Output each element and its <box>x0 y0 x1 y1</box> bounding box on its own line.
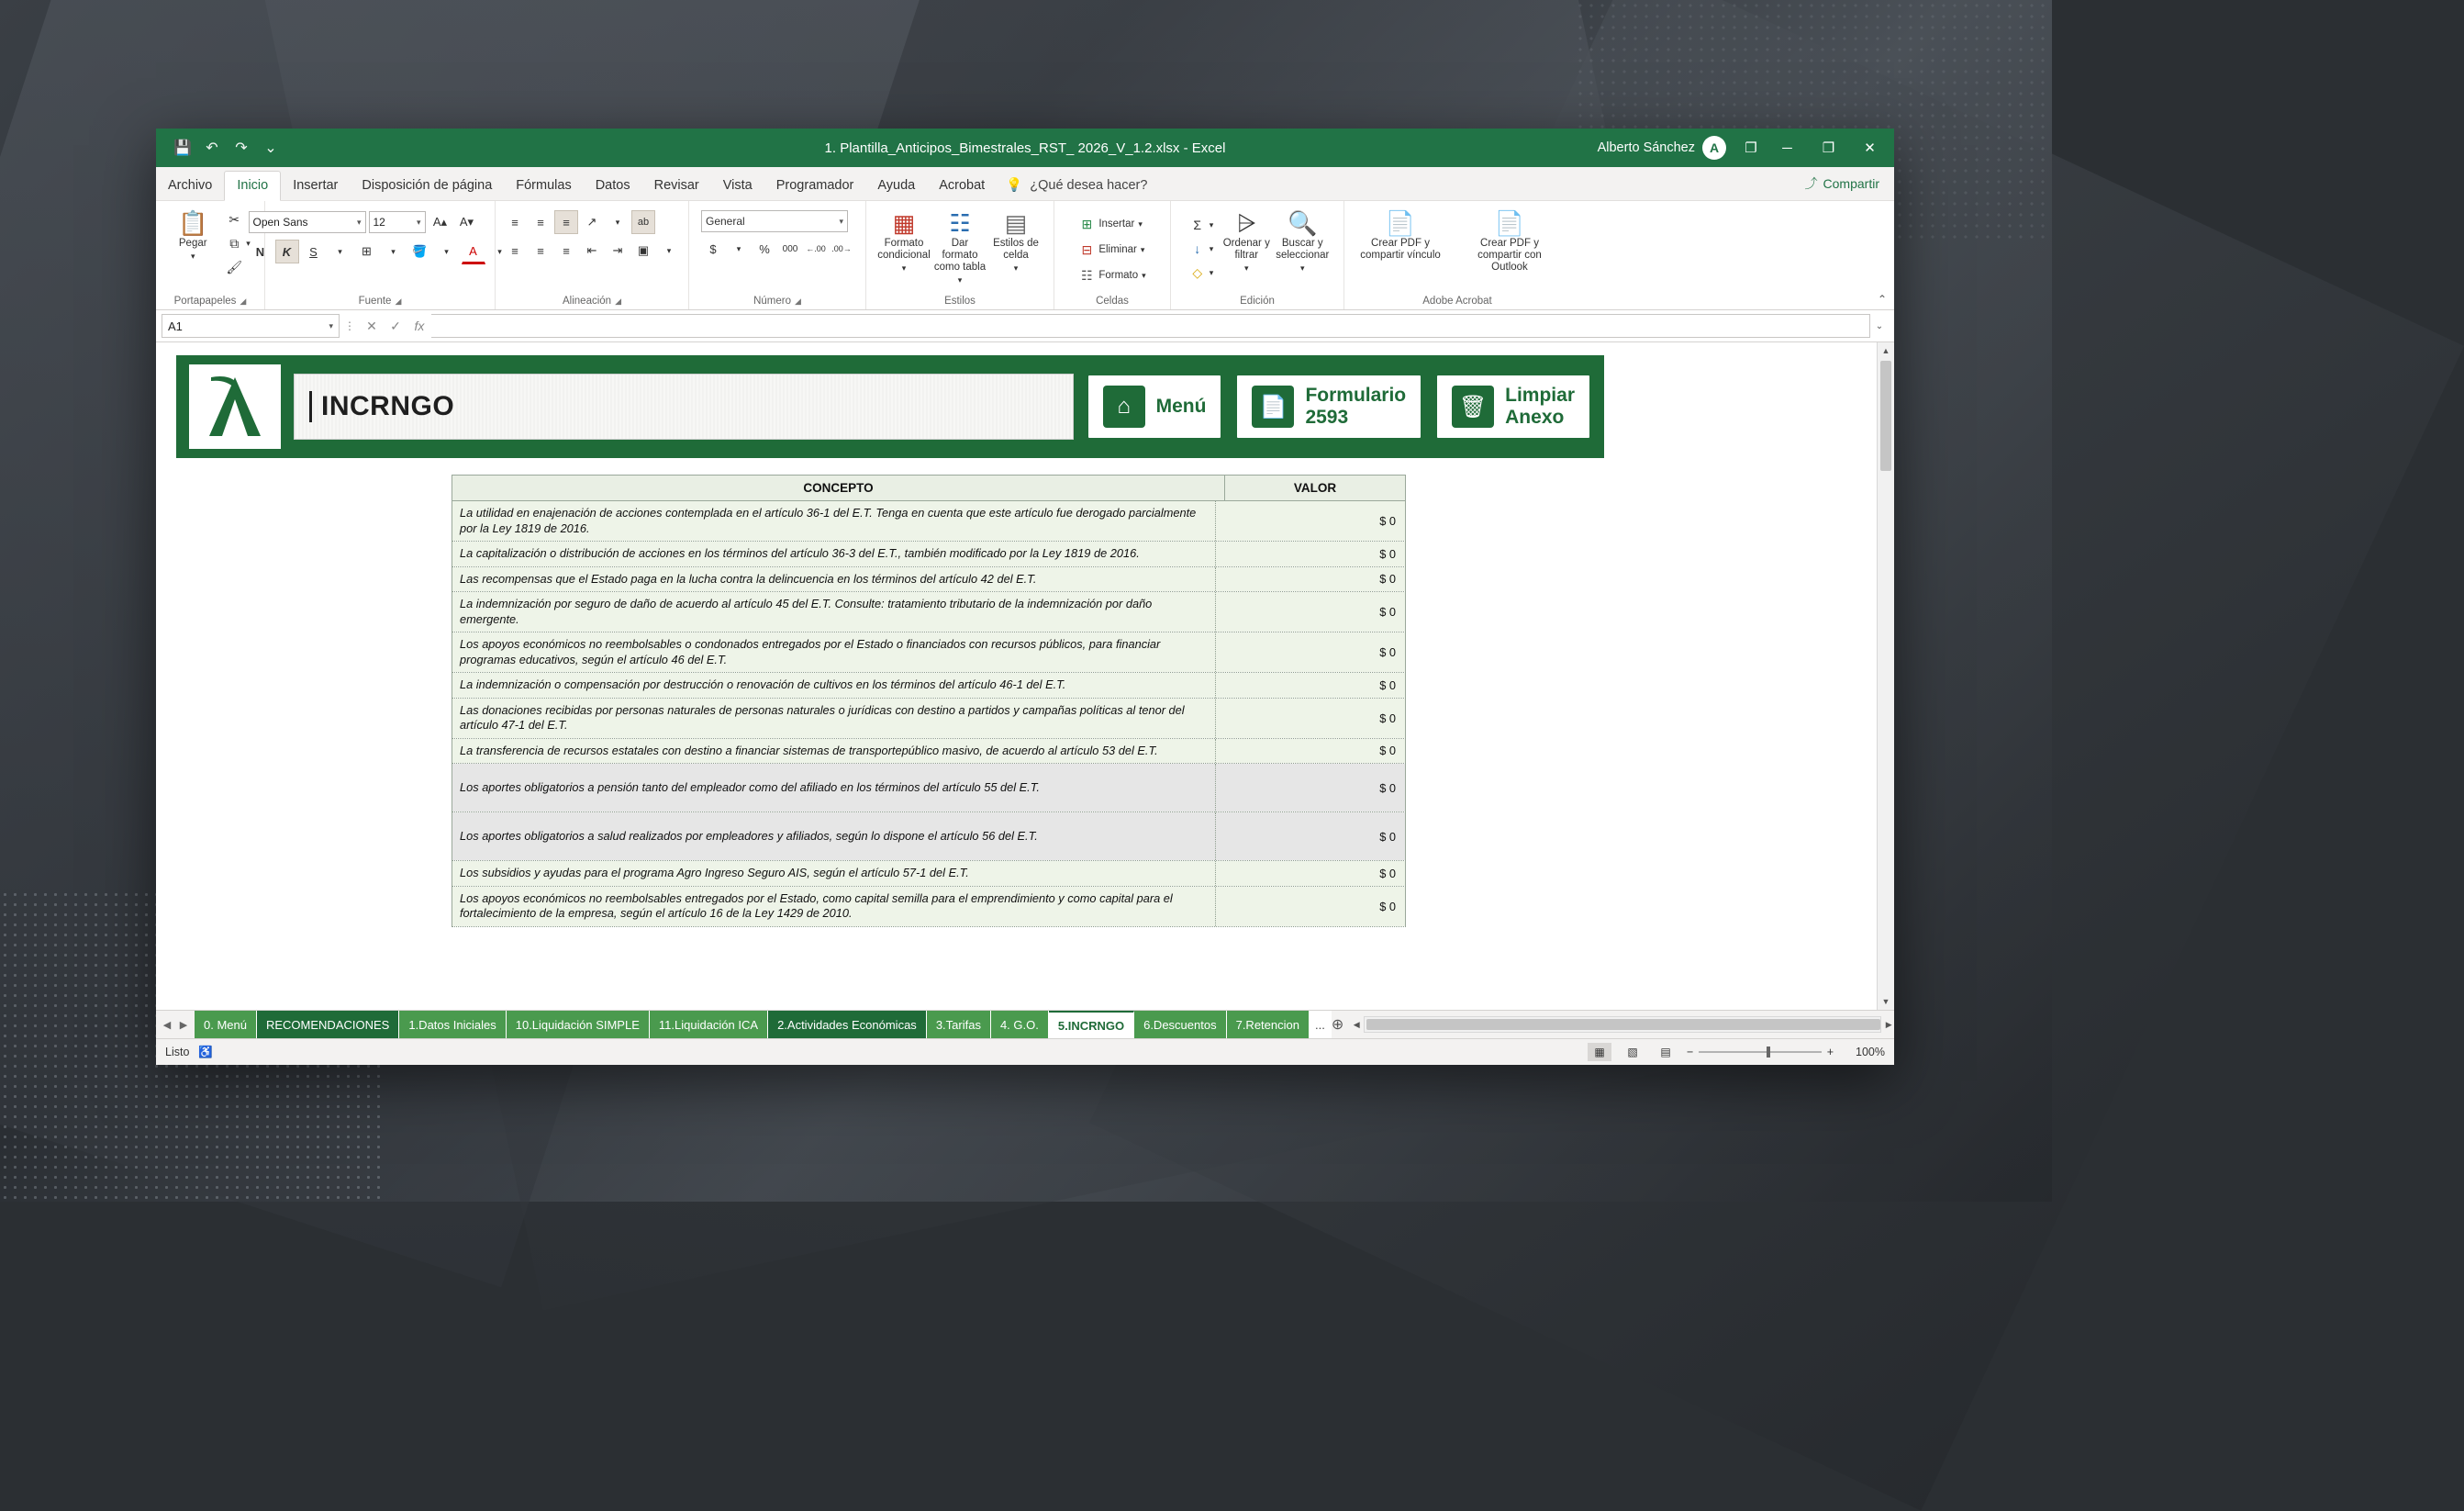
dialog-launcher-icon[interactable]: ◢ <box>794 296 801 306</box>
zoom-track[interactable] <box>1699 1051 1821 1053</box>
table-row[interactable] <box>452 632 1406 673</box>
cell-concepto[interactable]: La capitalización o distribución de acciones en los términos del artículo 36-3 del E.T., también modificado por la Ley 1819 de 2016. <box>452 542 1215 566</box>
group-label-edicion <box>1177 296 1337 309</box>
font-family-select[interactable]: Open Sans ▾ <box>249 211 366 233</box>
name-box-value: A1 <box>168 319 183 333</box>
percent-format-icon[interactable]: % <box>759 241 770 256</box>
horizontal-scroll-area <box>1343 1011 1901 1038</box>
sheet-tabs <box>195 1011 1332 1038</box>
tab-ayuda[interactable]: Ayuda <box>877 178 916 193</box>
zoom-in-button[interactable]: + <box>1826 1046 1834 1058</box>
accessibility-icon[interactable]: ♿ <box>198 1045 213 1058</box>
worksheet[interactable] <box>156 342 1877 1010</box>
formulario-line2: 2593 <box>1305 407 1349 428</box>
ribbon-display-options-icon[interactable]: ❐ <box>1745 140 1757 156</box>
ribbon-group-alineacion <box>496 201 689 309</box>
insert-function-icon[interactable]: fx <box>414 319 425 333</box>
cell-valor[interactable]: $ 0 <box>1215 764 1405 811</box>
sheet-tab-navigation[interactable] <box>156 1011 195 1038</box>
group-label-numero <box>696 296 859 309</box>
fill-color-icon[interactable]: 🪣 <box>412 244 428 258</box>
align-center-icon[interactable]: ≡ <box>537 243 544 258</box>
decrease-font-size-icon[interactable]: A▾ <box>459 215 474 229</box>
sort-filter-label: Ordenar y filtrar <box>1222 238 1270 261</box>
increase-decimal-icon[interactable]: ←.00 <box>806 244 826 253</box>
table-icon: ☷ <box>949 209 971 237</box>
adobe-acrobat-label: Adobe Acrobat <box>1422 296 1492 307</box>
collapse-ribbon-icon[interactable]: ⌃ <box>1877 293 1887 306</box>
table-row[interactable] <box>452 673 1406 699</box>
cell-concepto[interactable]: Los aportes obligatorios a pensión tanto del empleador como del afiliado en los términos del artículo 55 del E.T. <box>452 764 1215 811</box>
next-sheet-icon[interactable]: ▶ <box>179 1019 188 1031</box>
delete-label: Eliminar <box>1098 244 1137 255</box>
status-bar <box>156 1038 1894 1065</box>
tab-vista[interactable]: Vista <box>722 178 753 193</box>
italic-button[interactable]: K <box>275 240 299 263</box>
increase-font-size-icon[interactable]: A▴ <box>432 215 448 229</box>
sheet-tab-4-go[interactable]: 4. G.O. <box>991 1011 1049 1038</box>
formula-input[interactable] <box>431 314 1870 338</box>
sheet-tab-1-datos-iniciales[interactable]: 1.Datos Iniciales <box>399 1011 506 1038</box>
align-middle-icon[interactable]: ≡ <box>537 215 544 229</box>
cell-concepto[interactable]: Las donaciones recibidas por personas naturales de personas naturales o jurídicas con destino a partidos y campañas políticas al tenor del artículo 47-1 del E.T. <box>452 699 1215 738</box>
avatar[interactable]: A <box>1702 136 1726 160</box>
user-account[interactable] <box>1598 136 1726 160</box>
group-label-adobe-acrobat <box>1351 296 1564 309</box>
merge-dropdown-icon[interactable]: ▾ <box>666 245 672 255</box>
excel-window <box>156 129 1894 1065</box>
status-bar-right <box>1588 1043 1885 1061</box>
company-logo <box>189 364 281 449</box>
formula-bar-divider: ⋮ <box>344 319 355 332</box>
sheet-tab-3-tarifas[interactable]: 3.Tarifas <box>927 1011 991 1038</box>
conditional-format-icon: ▦ <box>892 209 916 237</box>
cell-valor[interactable]: $ 0 <box>1215 887 1405 926</box>
share-icon: ⤴ <box>1804 176 1818 191</box>
font-family-value: Open Sans <box>252 216 308 229</box>
add-sheet-icon[interactable]: ⊕ <box>1331 1017 1344 1033</box>
table-row[interactable] <box>452 501 1406 542</box>
cell-valor[interactable]: $ 0 <box>1215 739 1405 764</box>
header-concepto: CONCEPTO <box>803 481 874 495</box>
cell-concepto[interactable]: Las recompensas que el Estado paga en la lucha contra la delincuencia en los términos del artículo 42 del E.T. <box>452 567 1215 592</box>
user-name: Alberto Sánchez <box>1597 140 1695 155</box>
conditional-format-button[interactable]: ▦ Formato condicional ▾ <box>877 209 931 273</box>
sheet-tab-2-actividades-economicas[interactable]: 2.Actividades Económicas <box>768 1011 927 1038</box>
title-bar-right <box>1598 129 1894 167</box>
cell-valor[interactable]: $ 0 <box>1215 632 1405 672</box>
window-title: 1. Plantilla_Anticipos_Bimestrales_RST_ 2026_V_1.2.xlsx - Excel <box>824 140 1226 156</box>
scroll-up-icon[interactable]: ▲ <box>1881 346 1890 355</box>
normal-view-button[interactable]: ▦ <box>1588 1043 1611 1061</box>
dialog-launcher-icon[interactable]: ◢ <box>615 296 621 306</box>
cell-styles-button[interactable]: ▤ Estilos de celda ▾ <box>989 208 1042 274</box>
ribbon-tabs <box>156 167 1894 201</box>
numero-label: Número <box>753 296 791 307</box>
sheet-tabs-bar <box>156 1010 1894 1038</box>
estilos-label: Estilos <box>944 296 976 307</box>
vertical-scrollbar[interactable] <box>1877 342 1894 1010</box>
redo-icon[interactable]: ↷ <box>235 140 248 156</box>
sheet-tab-overflow[interactable]: ... <box>1310 1011 1332 1038</box>
merge-cells-icon[interactable]: ▣ <box>637 243 650 257</box>
save-icon[interactable]: 💾 <box>173 140 192 156</box>
trash-icon: 🗑 <box>1452 386 1494 428</box>
customize-qat-icon[interactable]: ⌄ <box>264 140 277 156</box>
increase-indent-icon[interactable]: ⇥ <box>612 243 623 257</box>
minimize-button[interactable]: ─ <box>1782 140 1792 156</box>
zoom-level[interactable]: 100% <box>1856 1046 1885 1058</box>
number-format-value: General <box>706 215 745 228</box>
close-button[interactable]: ✕ <box>1864 140 1876 156</box>
tell-me-search[interactable] <box>997 171 1156 200</box>
tab-inicio[interactable]: Inicio <box>224 171 281 201</box>
cell-concepto[interactable]: La utilidad en enajenación de acciones contemplada en el artículo 36-1 del E.T. Tenga en cuenta que este artículo fue derogado parcialmente por la Ley 1819 de 2016. <box>452 501 1215 541</box>
create-pdf-outlook-button[interactable] <box>1459 208 1560 274</box>
format-cells-button[interactable]: ☷ Formato ▾ <box>1075 264 1149 286</box>
create-pdf-outlook-label: Crear PDF y compartir con Outlook <box>1477 238 1542 273</box>
find-select-button[interactable]: 🔍 Buscar y seleccionar ▾ <box>1276 209 1330 273</box>
create-pdf-share-link-label: Crear PDF y compartir vínculo <box>1360 238 1441 261</box>
pdf-icon: 📄 <box>1494 209 1525 237</box>
sheet-tab-6-descuentos[interactable]: 6.Descuentos <box>1134 1011 1227 1038</box>
sheet-tab-recomendaciones[interactable]: RECOMENDACIONES <box>257 1011 399 1038</box>
tab-archivo[interactable]: Archivo <box>168 178 213 193</box>
table-row[interactable] <box>452 542 1406 567</box>
tab-insertar[interactable]: Insertar <box>293 178 339 193</box>
tab-acrobat[interactable]: Acrobat <box>939 178 986 193</box>
ribbon-group-estilos <box>866 201 1054 309</box>
vertical-scroll-thumb[interactable] <box>1880 361 1891 471</box>
share-button[interactable] <box>1790 168 1894 200</box>
borders-dropdown-icon[interactable]: ▾ <box>391 246 396 256</box>
limpiar-line1: Limpiar <box>1505 385 1575 406</box>
first-sheet-icon[interactable]: ◀ <box>162 1019 172 1031</box>
formulario-2593-button[interactable] <box>1235 374 1422 440</box>
chevron-down-icon[interactable]: ▾ <box>190 252 195 261</box>
title-bar <box>156 129 1894 167</box>
sheet-banner <box>176 355 1604 458</box>
cell-concepto[interactable]: Los subsidios y ayudas para el programa Agro Ingreso Seguro AIS, según el artículo 57-1 del E.T. <box>452 861 1215 886</box>
formulario-2593-label <box>1305 385 1406 429</box>
font-color-dropdown-icon[interactable]: ▾ <box>497 246 502 256</box>
table-row[interactable] <box>452 567 1406 593</box>
ribbon <box>156 201 1894 310</box>
paintbrush-icon: 🖌 <box>226 259 243 274</box>
table-row[interactable] <box>452 592 1406 632</box>
delete-cells-button[interactable]: ⊟ Eliminar ▾ <box>1075 239 1148 261</box>
header-valor: VALOR <box>1224 476 1405 500</box>
cell-concepto[interactable]: La indemnización o compensación por destrucción o renovación de cultivos en los términos del artículo 46-1 del E.T. <box>452 673 1215 698</box>
sigma-icon: Σ <box>1193 218 1202 232</box>
cancel-icon[interactable]: ✕ <box>366 318 377 333</box>
ribbon-group-adobe-acrobat <box>1344 201 1570 309</box>
thousands-separator-icon[interactable]: 000 <box>782 243 798 254</box>
undo-icon[interactable]: ↶ <box>206 140 218 156</box>
format-label: Formato <box>1098 270 1139 281</box>
expand-formula-bar-icon[interactable]: ⌄ <box>1875 320 1884 331</box>
underline-button[interactable]: S <box>309 244 318 259</box>
table-row[interactable] <box>452 887 1406 927</box>
insert-label: Insertar <box>1098 218 1135 229</box>
zoom-out-button[interactable]: − <box>1687 1046 1694 1058</box>
paste-icon: 📋 <box>178 209 208 237</box>
scissors-icon: ✂ <box>229 211 240 227</box>
sheet-tab-7-retencion[interactable]: 7.Retencion <box>1227 1011 1310 1038</box>
page-break-view-button[interactable]: ▤ <box>1660 1046 1671 1058</box>
bold-button[interactable]: N <box>255 244 265 259</box>
decrease-decimal-icon[interactable]: .00→ <box>831 244 852 253</box>
tab-disposicion-de-pagina[interactable]: Disposición de página <box>362 178 493 193</box>
orientation-icon[interactable]: ↗ <box>586 215 597 229</box>
scroll-right-icon[interactable]: ▶ <box>1885 1019 1892 1029</box>
pdf-icon: 📄 <box>1385 209 1416 237</box>
cell-styles-icon: ▤ <box>1004 209 1028 237</box>
group-label-estilos <box>873 296 1047 309</box>
ribbon-group-fuente <box>252 201 502 309</box>
align-bottom-icon[interactable]: ≡ <box>554 210 578 234</box>
format-as-table-button[interactable]: ☷ Dar formato como tabla ▾ <box>933 209 987 285</box>
zoom-knob[interactable] <box>1767 1047 1770 1058</box>
group-label-alineacion <box>502 296 682 309</box>
cell-concepto[interactable]: Los apoyos económicos no reembolsables entregados por el Estado, como capital semilla para el emprendimiento y como capital para el fortalecimiento de la empresa, según el artículo 16 de la Ley 1429 de 2010. <box>452 887 1215 926</box>
format-icon: ☷ <box>1081 267 1093 283</box>
quick-access-toolbar <box>156 135 284 161</box>
insert-icon: ⊞ <box>1081 216 1093 231</box>
search-icon: 🔍 <box>1288 209 1318 237</box>
cell-valor[interactable]: $ 0 <box>1215 567 1405 592</box>
cell-valor[interactable]: $ 0 <box>1215 699 1405 738</box>
alineacion-label: Alineación <box>563 296 612 307</box>
name-box[interactable]: A1 ▾ <box>162 314 340 338</box>
share-label: Compartir <box>1823 176 1879 191</box>
scroll-down-icon[interactable]: ▼ <box>1881 997 1890 1006</box>
cell-valor[interactable]: $ 0 <box>1215 542 1405 566</box>
paste-button[interactable] <box>166 208 219 262</box>
table-row[interactable] <box>452 699 1406 739</box>
sheet-tab-10-liquidacion-simple[interactable]: 10.Liquidación SIMPLE <box>507 1011 650 1038</box>
copy-icon: ⧉ <box>229 235 240 251</box>
scroll-left-icon[interactable]: ◀ <box>1353 1019 1360 1029</box>
eraser-icon: ◇ <box>1192 264 1203 280</box>
dialog-launcher-icon[interactable]: ◢ <box>395 296 402 306</box>
tab-programador[interactable]: Programador <box>775 178 854 193</box>
sheet-tab-0-menu[interactable]: 0. Menú <box>195 1011 257 1038</box>
cell-styles-label: Estilos de celda <box>993 238 1039 261</box>
borders-icon[interactable]: ⊞ <box>362 244 372 258</box>
cell-concepto[interactable]: La transferencia de recursos estatales con destino a financiar sistemas de transportepúblico masivo, de acuerdo al artículo 53 del E.T. <box>452 739 1215 764</box>
number-format-select[interactable]: General ▾ <box>701 210 848 232</box>
insert-cells-button[interactable]: ⊞ Insertar ▾ <box>1075 213 1146 235</box>
table-row[interactable] <box>452 861 1406 887</box>
table-row[interactable] <box>452 812 1406 861</box>
cell-concepto[interactable]: Los apoyos económicos no reembolsables o condonados entregados por el Estado o financiados con recursos públicos, para financiar programas educativos, según el artículo 46 del E.T. <box>452 632 1215 672</box>
create-pdf-share-link-button[interactable] <box>1355 208 1446 262</box>
wrap-text-icon[interactable]: ab <box>631 210 655 234</box>
sheet-title-cell[interactable] <box>294 374 1074 440</box>
paste-label: Pegar <box>178 238 207 249</box>
sort-filter-button[interactable]: ⩥ Ordenar y filtrar ▾ <box>1220 208 1273 274</box>
status-text: Listo <box>165 1046 190 1058</box>
restore-button[interactable]: ❐ <box>1822 140 1835 156</box>
clear-button[interactable]: ◇ ▾ <box>1186 262 1218 284</box>
sheet-title-value: INCRNGO <box>321 391 455 421</box>
table-row[interactable] <box>452 739 1406 765</box>
cell-valor[interactable]: $ 0 <box>1215 812 1405 860</box>
home-icon: ⌂ <box>1103 386 1145 428</box>
font-size-value: 12 <box>373 216 385 229</box>
copy-button[interactable]: ⧉ ▾ <box>222 232 254 254</box>
font-size-select[interactable]: 12 ▾ <box>369 211 426 233</box>
table-header-row <box>452 475 1406 501</box>
cell-valor[interactable]: $ 0 <box>1215 592 1405 632</box>
tab-formulas[interactable]: Fórmulas <box>516 178 572 193</box>
cell-valor[interactable]: $ 0 <box>1215 861 1405 886</box>
group-label-celdas <box>1061 296 1164 309</box>
limpiar-anexo-label <box>1505 385 1575 429</box>
page-layout-view-button[interactable]: ▧ <box>1627 1046 1638 1058</box>
text-cursor <box>309 391 312 422</box>
portapapeles-label: Portapapeles <box>173 296 237 307</box>
zoom-slider[interactable] <box>1687 1046 1834 1058</box>
sheet-area <box>156 342 1894 1010</box>
underline-dropdown-icon[interactable]: ▾ <box>338 246 342 256</box>
menu-button[interactable] <box>1087 374 1223 440</box>
cell-valor[interactable]: $ 0 <box>1215 673 1405 698</box>
fill-down-icon: ↓ <box>1194 241 1201 256</box>
align-left-icon[interactable]: ≡ <box>511 243 518 258</box>
fill-button[interactable]: ↓ ▾ <box>1186 238 1218 260</box>
align-top-icon[interactable]: ≡ <box>511 215 518 229</box>
tab-datos[interactable]: Datos <box>595 178 630 193</box>
autosum-button[interactable]: Σ ▾ <box>1186 214 1218 236</box>
formulario-line1: Formulario <box>1305 385 1407 406</box>
ribbon-group-edicion <box>1171 201 1344 309</box>
sheet-tab-11-liquidacion-ica[interactable]: 11.Liquidación ICA <box>650 1011 768 1038</box>
dialog-launcher-icon[interactable]: ◢ <box>240 296 247 306</box>
limpiar-anexo-button[interactable] <box>1435 374 1591 440</box>
sort-filter-icon: ⩥ <box>1236 209 1256 237</box>
decrease-indent-icon[interactable]: ⇤ <box>586 243 597 257</box>
fill-color-dropdown-icon[interactable]: ▾ <box>444 246 449 256</box>
celdas-label: Celdas <box>1096 296 1129 307</box>
edicion-label: Edición <box>1240 296 1275 307</box>
ribbon-group-celdas <box>1054 201 1171 309</box>
tell-me-label: ¿Qué desea hacer? <box>1030 177 1148 193</box>
cell-concepto[interactable]: La indemnización por seguro de daño de acuerdo al artículo 45 del E.T. Consulte: tratamiento tributario de la indemnización por daño emergente. <box>452 592 1215 632</box>
currency-dropdown-icon[interactable]: ▾ <box>736 243 741 253</box>
horizontal-scrollbar[interactable] <box>1364 1016 1881 1033</box>
delete-icon: ⊟ <box>1081 241 1093 257</box>
horizontal-scroll-thumb[interactable] <box>1366 1019 1880 1030</box>
group-label-fuente <box>272 296 488 309</box>
format-as-table-label: Dar formato como tabla <box>933 238 987 273</box>
limpiar-line2: Anexo <box>1505 407 1565 428</box>
menu-button-label: Menú <box>1155 396 1207 417</box>
find-select-label: Buscar y seleccionar <box>1276 238 1330 261</box>
sheet-tab-5-incrngo[interactable]: 5.INCRNGO <box>1049 1011 1134 1038</box>
cell-valor[interactable]: $ 0 <box>1215 501 1405 541</box>
ribbon-group-numero <box>689 201 866 309</box>
concepto-valor-table <box>452 475 1406 927</box>
group-label-portapapeles <box>162 296 258 309</box>
document-icon: 📄 <box>1252 386 1294 428</box>
formula-bar <box>156 310 1894 342</box>
enter-icon[interactable]: ✓ <box>390 318 401 333</box>
align-right-icon[interactable]: ≡ <box>563 243 570 258</box>
font-color-icon[interactable]: A <box>462 239 485 264</box>
conditional-format-label: Formato condicional <box>877 238 931 261</box>
currency-format-icon[interactable]: $ <box>709 241 717 256</box>
fuente-label: Fuente <box>358 296 392 307</box>
lightbulb-icon: 💡 <box>1006 178 1023 193</box>
table-row[interactable] <box>452 764 1406 812</box>
orientation-dropdown-icon[interactable]: ▾ <box>615 217 620 227</box>
cell-concepto[interactable]: Los aportes obligatorios a salud realizados por empleadores y afiliados, según lo dispone el artículo 56 del E.T. <box>452 812 1215 860</box>
tab-revisar[interactable]: Revisar <box>653 178 699 193</box>
